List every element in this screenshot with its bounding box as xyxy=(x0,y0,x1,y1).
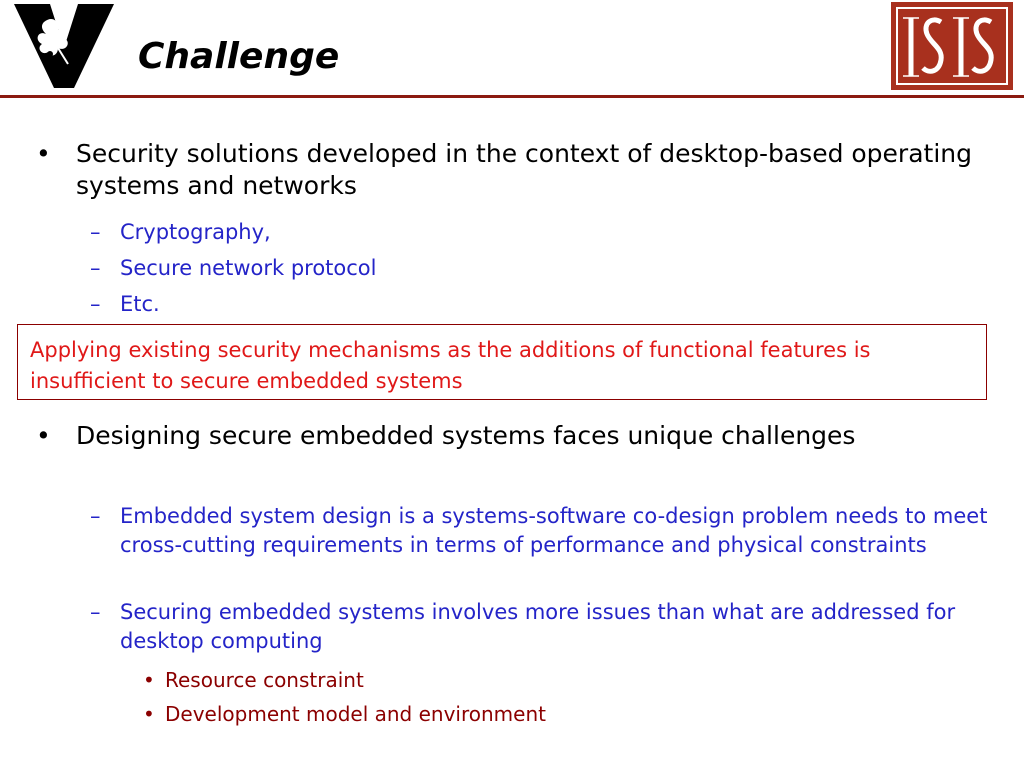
bullet-text: Development model and environment xyxy=(165,702,546,726)
bullet-text: Embedded system design is a systems-software co-design problem needs to meet cross-cutting requirements in terms of performance and physical constraints xyxy=(120,504,988,557)
bullet-level2 xyxy=(90,254,1000,283)
title-divider xyxy=(0,95,1024,98)
bullet-text: Cryptography, xyxy=(120,220,271,244)
dash-icon: – xyxy=(90,600,101,624)
bullet-text: Security solutions developed in the context of desktop-based operating systems and networks xyxy=(76,139,972,200)
bullet-dot-icon: • xyxy=(143,702,155,726)
isis-logo-icon xyxy=(891,2,1013,90)
bullet-level1 xyxy=(36,138,996,202)
bullet-level3 xyxy=(143,667,985,693)
dash-icon: – xyxy=(90,220,101,244)
bullet-level2 xyxy=(90,218,1000,247)
vanderbilt-logo-icon xyxy=(14,4,114,88)
dash-icon: – xyxy=(90,292,101,316)
bullet-text: Etc. xyxy=(120,292,160,316)
bullet-text: Secure network protocol xyxy=(120,256,377,280)
bullet-level2 xyxy=(90,598,1000,656)
bullet-level3 xyxy=(143,701,985,727)
bullet-dot-icon: • xyxy=(36,421,51,450)
bullet-level1 xyxy=(36,420,996,452)
callout-text: Applying existing security mechanisms as the additions of functional features is insufficient to secure embedded systems xyxy=(30,338,871,393)
bullet-text: Securing embedded systems involves more issues than what are addressed for desktop computing xyxy=(120,600,956,653)
slide-title: Challenge xyxy=(138,36,340,77)
bullet-level2 xyxy=(90,502,1000,560)
dash-icon: – xyxy=(90,256,101,280)
callout-box xyxy=(17,324,987,400)
bullet-dot-icon: • xyxy=(143,668,155,692)
bullet-dot-icon: • xyxy=(36,139,51,168)
bullet-text: Resource constraint xyxy=(165,668,364,692)
bullet-text: Designing secure embedded systems faces unique challenges xyxy=(76,421,856,450)
bullet-level2 xyxy=(90,290,1000,319)
dash-icon: – xyxy=(90,504,101,528)
